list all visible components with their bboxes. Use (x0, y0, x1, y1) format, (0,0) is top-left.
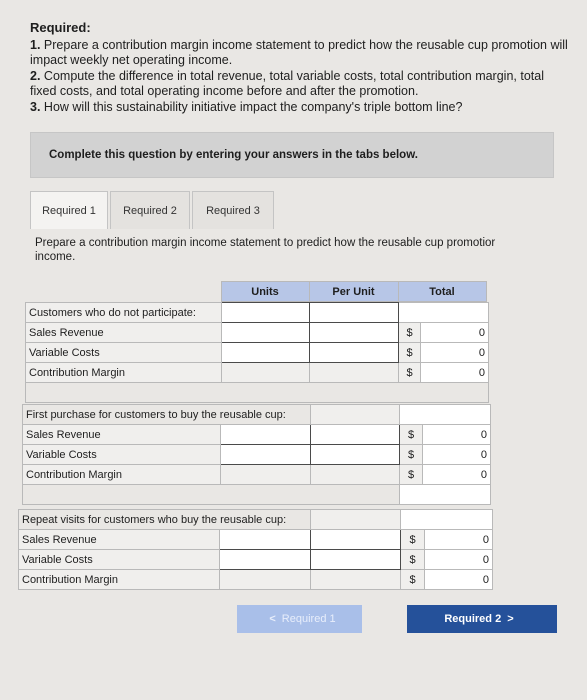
required-item-1: 1. Prepare a contribution margin income statement to predict how the reusable cup promotion will impact weekly net operating income. (30, 37, 568, 67)
units-input[interactable] (220, 550, 311, 570)
row-label: Contribution Margin (26, 363, 222, 383)
section-title: Customers who do not participate: (26, 303, 222, 323)
tab-required-2[interactable]: Required 2 (110, 191, 190, 229)
row-label: Sales Revenue (23, 425, 221, 445)
header-units: Units (221, 282, 309, 302)
currency-symbol: $ (400, 425, 423, 445)
tab-required-1[interactable]: Required 1 (30, 191, 108, 229)
per-unit-input[interactable] (310, 323, 399, 343)
prompt-line-2: income. (35, 251, 76, 263)
currency-symbol: $ (401, 530, 425, 550)
per-unit-input[interactable] (311, 530, 401, 550)
total-value: 0 (423, 425, 491, 445)
question-prompt (35, 236, 565, 264)
table-row (23, 425, 491, 445)
row-label: Variable Costs (19, 550, 220, 570)
next-required-button[interactable] (407, 605, 557, 633)
per-unit-input[interactable] (311, 425, 400, 445)
section-first-purchase (22, 404, 491, 505)
total-value: 0 (425, 550, 493, 570)
table-row (26, 363, 489, 383)
header-per-unit: Per Unit (309, 282, 398, 302)
currency-symbol: $ (400, 445, 423, 465)
per-unit-input[interactable] (311, 550, 401, 570)
row-label: Sales Revenue (26, 323, 222, 343)
units-input[interactable] (222, 303, 310, 323)
row-label: Contribution Margin (19, 570, 220, 590)
instruction-text: Complete this question by entering your answers in the tabs below. (49, 149, 418, 161)
currency-symbol: $ (401, 550, 425, 570)
table-row (23, 445, 491, 465)
row-label: Contribution Margin (23, 465, 221, 485)
currency-symbol: $ (399, 363, 421, 383)
currency-symbol: $ (401, 570, 425, 590)
units-input[interactable] (221, 425, 311, 445)
per-unit-input[interactable] (310, 343, 399, 363)
total-value: 0 (421, 363, 489, 383)
section-repeat-visits (18, 509, 493, 590)
row-label: Variable Costs (23, 445, 221, 465)
total-value: 0 (421, 323, 489, 343)
currency-symbol: $ (399, 343, 421, 363)
section-no-participate (25, 302, 489, 403)
prev-button-label: Required 1 (281, 613, 336, 625)
section-title: First purchase for customers to buy the reusable cup: (23, 405, 311, 425)
statement-header (25, 281, 487, 302)
currency-symbol: $ (400, 465, 423, 485)
section-title: Repeat visits for customers who buy the reusable cup: (19, 510, 311, 530)
total-value: 0 (421, 343, 489, 363)
table-row (19, 570, 493, 590)
chevron-right-icon: > (507, 613, 514, 625)
table-row (19, 550, 493, 570)
table-row (23, 465, 491, 485)
currency-symbol: $ (399, 323, 421, 343)
instruction-banner (30, 132, 554, 178)
units-input[interactable] (222, 323, 310, 343)
required-instructions (30, 20, 570, 115)
chevron-left-icon: < (269, 613, 276, 625)
total-value: 0 (423, 445, 491, 465)
units-input[interactable] (221, 445, 311, 465)
row-label: Sales Revenue (19, 530, 220, 550)
table-row (26, 323, 489, 343)
table-row (26, 343, 489, 363)
prev-required-button[interactable] (237, 605, 362, 633)
per-unit-input[interactable] (310, 303, 399, 323)
total-value: 0 (425, 570, 493, 590)
required-item-3: 3. How will this sustainability initiative impact the company's triple bottom line? (30, 99, 463, 114)
units-input[interactable] (222, 343, 310, 363)
table-row (19, 530, 493, 550)
tab-required-3[interactable]: Required 3 (192, 191, 274, 229)
required-item-2: 2. Compute the difference in total revenue, total variable costs, total contribution margin, total fixed costs, and total operating income before and after the promotion. (30, 68, 544, 98)
per-unit-input[interactable] (311, 445, 400, 465)
total-value: 0 (423, 465, 491, 485)
header-total: Total (398, 282, 486, 302)
units-input[interactable] (220, 530, 311, 550)
total-value: 0 (425, 530, 493, 550)
row-label: Variable Costs (26, 343, 222, 363)
prompt-line-1: Prepare a contribution margin income statement to predict how the reusable cup promotior (35, 237, 496, 249)
required-title: Required: (30, 20, 91, 35)
next-button-label: Required 2 (444, 613, 502, 625)
